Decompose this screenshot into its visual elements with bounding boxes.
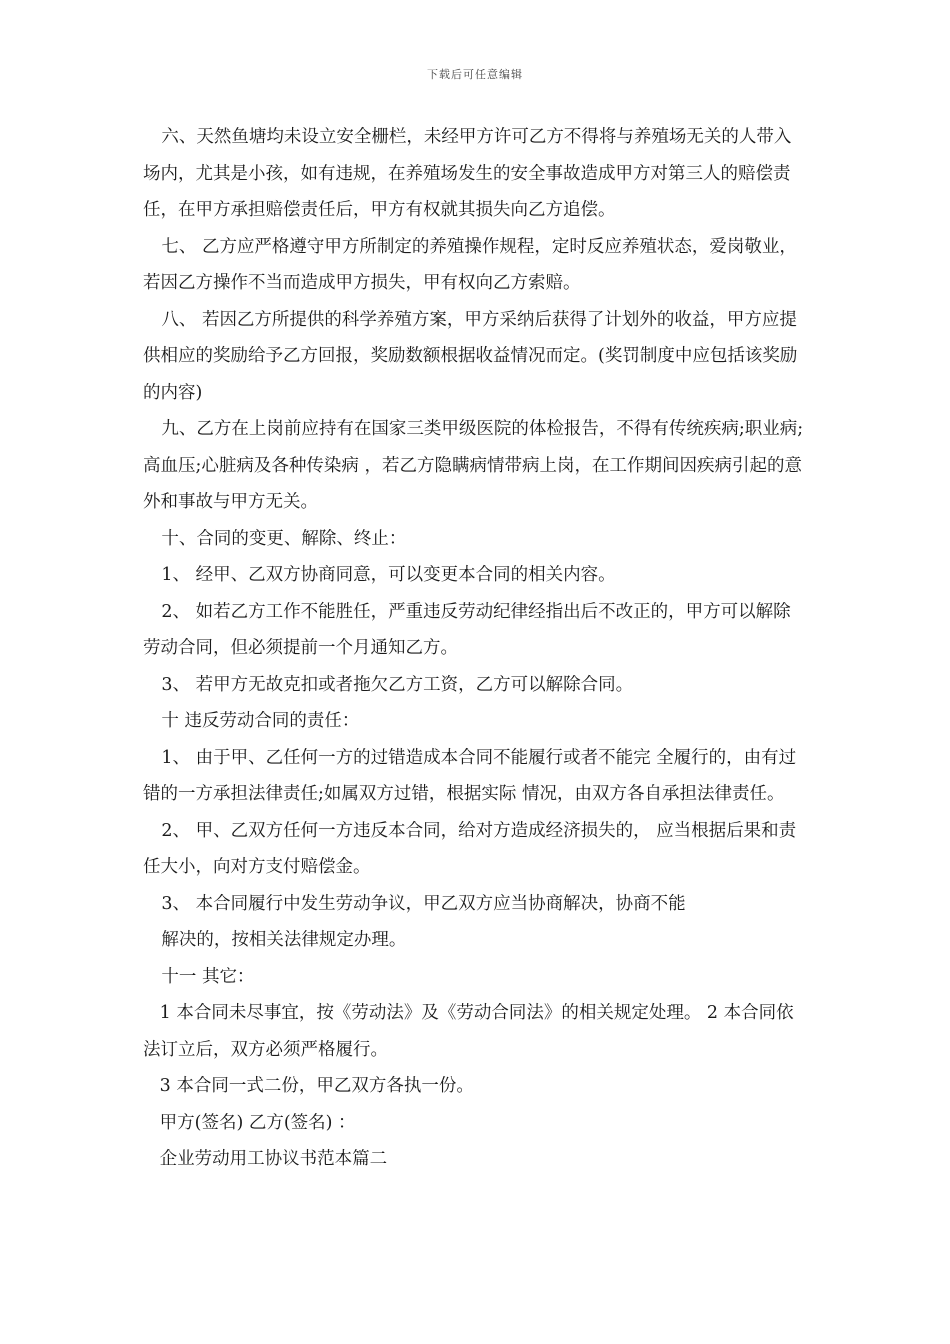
section-heading-liability: 十 违反劳动合同的责任：: [161, 711, 360, 731]
sub-clause-other-1-2: 1 本合同未尽事宜，按《劳动法》及《劳动合同法》的相关规定处理。 2 本合同依法订立后，双方必须严格履行。: [143, 1003, 794, 1060]
section-heading-contract-change: 十、合同的变更、解除、终止：: [161, 528, 407, 549]
sub-clause-liability-3-continued: 解决的，按相关法律规定办理。: [161, 930, 407, 950]
next-section-title: 企业劳动用工协议书范本篇二: [159, 1149, 388, 1169]
sub-clause-other-3: 3 本合同一式二份，甲乙双方各执一份。: [159, 1076, 474, 1096]
sub-clause-change-3: 3、 若甲方无故克扣或者拖欠乙方工资，乙方可以解除合同。: [161, 674, 634, 695]
sub-clause-liability-1: 1、 由于甲、乙任何一方的过错造成本合同不能履行或者不能完 全履行的，由有过错的一方承担法律责任;如属双方过错，根据实际 情况，由双方各自承担法律责任。: [143, 747, 797, 804]
clause-9: 九、乙方在上岗前应持有在国家三类甲级医院的体检报告，不得有传统疾病;职业病;高血压;心脏病及各种传染病 ，若乙方隐瞒病情带病上岗，在工作期间因疾病引起的意外和事故与甲方无关。: [143, 419, 804, 512]
document-body: [143, 119, 808, 1178]
signature-line: 甲方(签名) 乙方(签名) ：: [159, 1112, 356, 1133]
sub-clause-change-1: 1、 经甲、乙双方协商同意，可以变更本合同的相关内容。: [161, 565, 616, 585]
sub-clause-change-2: 2、 如若乙方工作不能胜任，严重违反劳动纪律经指出后不改正的，甲方可以解除劳动合同，但必须提前一个月通知乙方。: [143, 601, 791, 658]
clause-6: 六、天然鱼塘均未设立安全栅栏，未经甲方许可乙方不得将与养殖场无关的人带入场内，尤其是小孩，如有违规，在养殖场发生的安全事故造成甲方对第三人的赔偿责任，在甲方承担赔偿责任后，甲方有权就其损失向乙方追偿。: [143, 127, 792, 220]
sub-clause-liability-2: 2、 甲、乙双方任何一方违反本合同，给对方造成经济损失的， 应当根据后果和责任大小，向对方支付赔偿金。: [143, 820, 797, 877]
section-heading-other: 十一 其它：: [161, 966, 255, 987]
clause-7: 七、 乙方应严格遵守甲方所制定的养殖操作规程，定时反应养殖状态，爱岗敬业，若因乙方操作不当而造成甲方损失，甲有权向乙方索赔。: [143, 236, 797, 293]
sub-clause-liability-3: 3、 本合同履行中发生劳动争议，甲乙双方应当协商解决，协商不能: [161, 893, 686, 914]
page-header: 下载后可任意编辑: [427, 68, 523, 81]
clause-8: 八、 若因乙方所提供的科学养殖方案，甲方采纳后获得了计划外的收益，甲方应提供相应的奖励给予乙方回报，奖励数额根据收益情况而定。(奖罚制度中应包括该奖励的内容): [143, 309, 798, 403]
